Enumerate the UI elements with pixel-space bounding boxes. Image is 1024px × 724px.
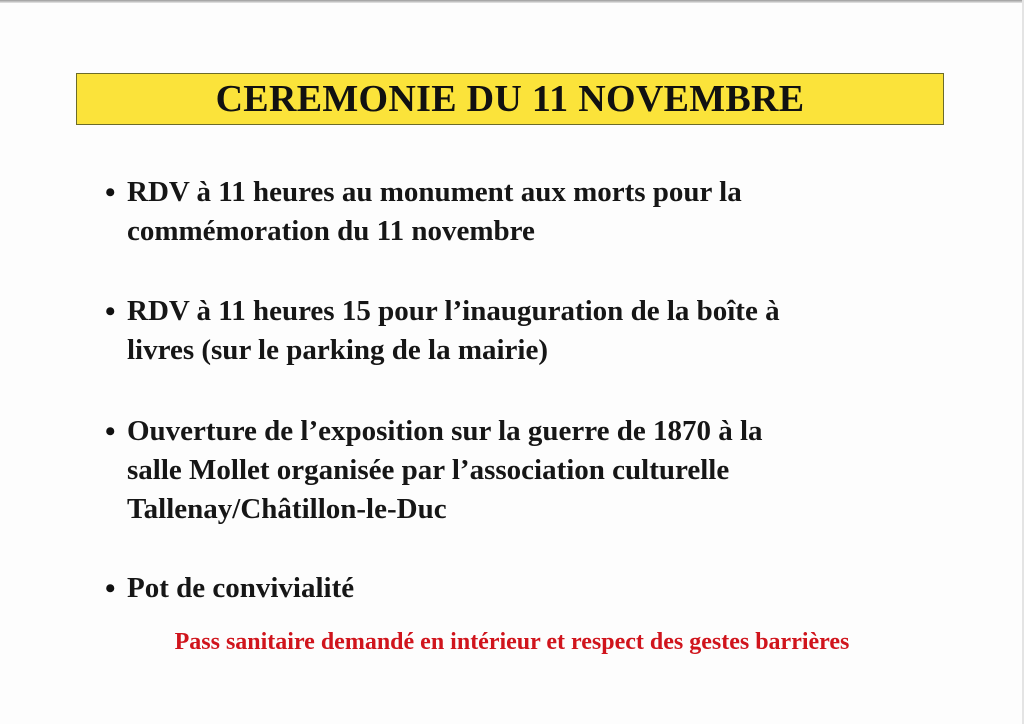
list-item-line: RDV à 11 heures 15 pour l’inauguration de la boîte à [127,295,780,327]
list-item-line: Tallenay/Châtillon-le-Duc [127,493,447,525]
bullet-icon: • [105,415,116,448]
title-banner [76,73,944,125]
bullet-icon: • [105,176,116,209]
list-item-line: commémoration du 11 novembre [127,215,535,247]
list-item-text [127,173,742,251]
bullet-icon: • [105,295,116,328]
list-item-text [127,292,780,370]
list-item-line: livres (sur le parking de la mairie) [127,334,549,366]
list-item [105,292,925,370]
list-item [105,569,925,609]
bullet-icon: • [105,572,116,605]
list-item [105,412,925,529]
list-item [105,173,925,251]
scan-top-edge [0,0,1024,3]
list-item-line: salle Mollet organisée par l’association culturelle [127,454,730,486]
sanitary-notice: Pass sanitaire demandé en intérieur et respect des gestes barrières [174,629,850,655]
page-title: CEREMONIE DU 11 NOVEMBRE [215,78,805,120]
list-item-line: Ouverture de l’exposition sur la guerre de 1870 à la [127,415,763,447]
list-item-text [127,569,354,608]
list-item-text [127,412,763,529]
list-item-line: Pot de convivialité [127,572,355,604]
list-item-line: RDV à 11 heures au monument aux morts pour la [127,176,742,208]
